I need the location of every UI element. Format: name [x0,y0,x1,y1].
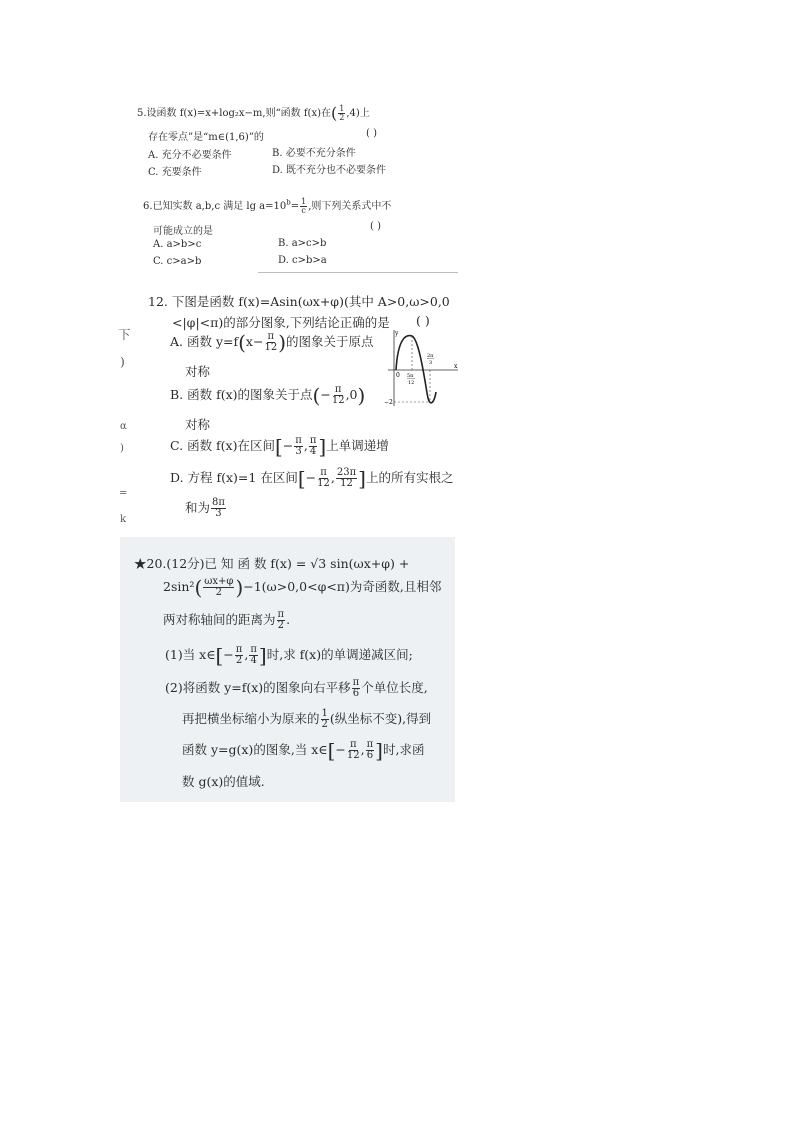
q12-option-b-line2: 对称 [185,417,211,432]
q12-d-line2-text: 和为 [185,500,211,515]
margin-mark-4: ) [120,443,124,454]
q12-line2: <|φ|<π)的部分图象,下列结论正确的是 [172,315,390,330]
q12-c-fraction-1: $\frac{\pi}{3}$ [295,435,302,457]
q6-option-a: A. a>b>c [153,239,202,250]
q20-line2-post: −1(ω>0,0<φ<π)为奇函数,且相邻 [243,579,442,594]
q6-line2: 可能成立的是 [153,226,213,237]
q20-p2-l3-fraction-1: $\frac{\pi}{12}$ [346,739,360,761]
q12-d-answer-fraction: $\frac{8\pi}{3}$ [212,497,225,519]
q20-line3 [163,610,290,631]
q20-line1: ★20.(12分)已 知 函 数 f(x) = √3 sin(ωx+φ) + [134,556,410,571]
q20-line2: 2sin²( $\frac{\omega x+\varphi}{2}$ )−1(ω>0,0<φ<π)为奇函数,且相邻 [163,575,442,600]
q12-b-pre: B. 函数 f(x)的图象关于点 [170,387,313,402]
graph-origin-label: 0 [396,372,400,379]
margin-mark-2: ) [120,354,125,369]
q12-a-post: 的图象关于原点 [286,334,374,349]
q20-line2-pre: 2sin² [163,579,195,594]
q5-paren: ( ) [366,128,377,139]
q5-option-a: A. 充分不必要条件 [148,150,232,161]
q20-part1: (1)当 x∈[− $\frac{\pi}{2}$ , $\frac{\pi}{4}$ ]时,求 f(x)的单调递减区间; [165,643,413,668]
q20-p2-l3-post: 时,求函 [382,742,425,757]
crop-edge-line [258,272,458,273]
q12-a-fraction: $\frac{\pi}{12}$ [264,331,278,353]
q5-line2: 存在零点”是“m∈(1,6)”的 [148,132,264,143]
q5-open-paren: ( [331,103,338,123]
margin-mark-1: 下 [118,327,131,342]
q20-p2-l3-pre: 函数 y=g(x)的图象,当 x∈ [182,742,328,757]
q5-option-b: B. 必要不充分条件 [272,148,356,159]
q12-sine-graph [382,330,462,410]
q20-line3-fraction: $\frac{\pi}{2}$ [277,609,285,631]
margin-mark-5: = [119,488,128,499]
q5-half-fraction: $\frac{1}{2}$ [339,104,345,122]
q12-d-fraction-2: $\frac{23\pi}{12}$ [336,467,357,489]
graph-y-label: y [395,330,399,337]
graph-neg-label: −2 [384,399,393,406]
q20-p2-l2-fraction: $\frac{1}{2}$ [321,708,328,730]
q6-option-c: C. c>a>b [153,256,202,267]
q12-b-fraction: $\frac{\pi}{12}$ [331,384,345,406]
margin-mark-3: α [120,421,127,432]
margin-mark-6: k [120,514,127,525]
q12-c-post: 上单调递增 [326,438,389,453]
q12-line1: 12. 下图是函数 f(x)=Asin(ωx+φ)(其中 A>0,ω>0,0 [148,294,450,309]
q6-paren: ( ) [370,221,381,232]
q5-interval-end: ,4) [346,108,360,119]
q5-line1 [137,104,370,122]
q12-option-c: C. 函数 f(x)在区间[− $\frac{\pi}{3}$ , $\frac{\pi}{4}$ ]上单调递增 [170,434,389,459]
q20-part2-line3: 函数 y=g(x)的图象,当 x∈[− $\frac{\pi}{12}$ , $\frac{\pi}{6}$ ]时,求函 [182,738,425,763]
q20-p2-l2-pre: 再把横坐标缩小为原来的 [182,711,320,726]
q12-paren: ( ) [416,313,430,328]
q12-d-fraction-1: $\frac{\pi}{12}$ [317,467,330,489]
q20-p2-l3-fraction-2: $\frac{\pi}{6}$ [366,739,374,761]
q5-option-c: C. 充要条件 [148,167,202,178]
q20-p2-l2-post: (纵坐标不变),得到 [329,711,432,726]
q20-line3-pre: 两对称轴间的距离为 [163,612,276,627]
q12-a-pre: A. 函数 y=f [170,334,239,349]
q6-line1-post: ,则下列关系式中不 [308,201,392,212]
q12-option-d-line2 [185,498,227,519]
q20-p2-fraction: $\frac{\pi}{6}$ [352,677,360,699]
q20-line3-post: . [286,612,291,627]
q20-p2-post: 个单位长度, [361,680,428,695]
q12-c-fraction-2: $\frac{\pi}{4}$ [309,435,317,457]
q6-fraction: $\frac{1}{c}$ [301,197,307,215]
q12-d-post: 上的所有实根之 [365,470,454,485]
q12-option-a-line2: 对称 [185,364,211,379]
q12-d-pre: D. 方程 f(x)=1 在区间 [170,470,298,485]
q5-option-d: D. 既不充分也不必要条件 [272,165,387,176]
q20-p2-pre: (2)将函数 y=f(x)的图象向右平移 [165,680,351,695]
graph-x-label: x [454,363,458,370]
graph-tick-mid-num: 5π [407,373,414,379]
q20-p1-fraction-2: $\frac{\pi}{4}$ [250,644,257,666]
q5-line1-text: 5.设函数 f(x)=x+log₂x−m,则“函数 f(x)在 [137,108,332,119]
q12-option-b: B. 函数 f(x)的图象关于点(− $\frac{\pi}{12}$ ,0) [170,383,366,408]
q12-option-d: D. 方程 f(x)=1 在区间[− $\frac{\pi}{12}$ , $\frac{23\pi}{12}$ ]上的所有实根之 [170,466,454,491]
q20-line2-fraction: $\frac{\omega x+\varphi}{2}$ [204,576,234,598]
q20-part2-line2 [182,709,431,730]
q6-exponent: b [286,198,291,207]
q12-c-pre: C. 函数 f(x)在区间 [170,438,275,453]
q20-part2 [165,678,428,699]
q6-equals: = [290,201,300,212]
q5-line1-end: 上 [359,108,370,119]
graph-tick-right-num: 2π [427,353,434,359]
q12-option-a: A. 函数 y=f(x− $\frac{\pi}{12}$ )的图象关于原点 [170,330,374,355]
q6-line1-pre: 6.已知实数 a,b,c 满足 lg a=10 [143,201,287,212]
graph-tick-mid-den: 12 [408,380,415,386]
q20-p1-pre: (1)当 x∈ [165,647,216,662]
q20-p1-post: 时,求 f(x)的单调递减区间; [266,647,413,662]
q20-part2-line4: 数 g(x)的值域. [182,774,265,789]
q6-option-b: B. a>c>b [278,238,327,249]
graph-sine-curve [396,336,436,403]
q6-option-d: D. c>b>a [278,255,327,266]
q6-line1 [143,197,391,215]
q12-b-post: ,0 [345,387,358,402]
q20-p1-fraction-1: $\frac{\pi}{2}$ [235,644,243,666]
q12-a-in: x− [245,334,264,349]
graph-tick-right-den: 3 [429,360,433,366]
